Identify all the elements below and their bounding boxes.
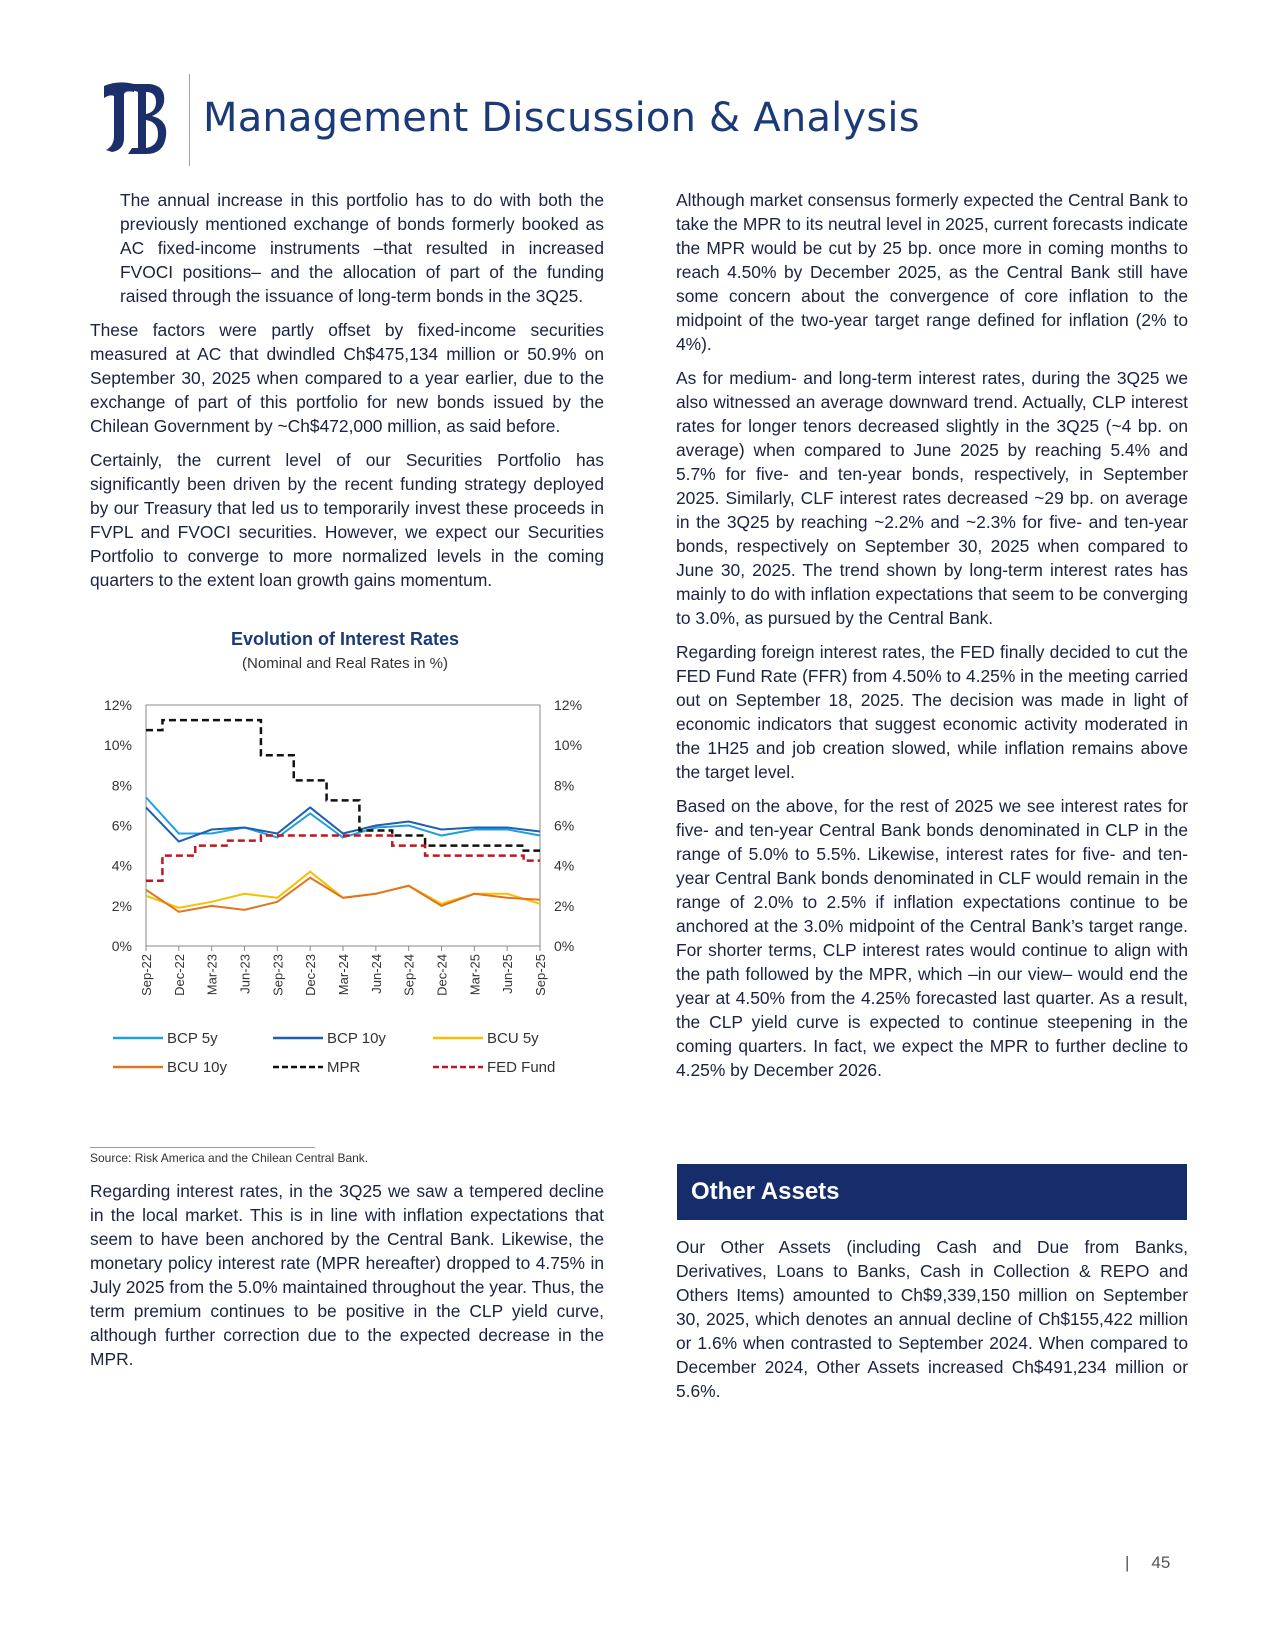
- legend-label: FED Fund: [487, 1059, 556, 1076]
- y-tick-label-left: 2%: [111, 897, 132, 914]
- y-tick-label-left: 0%: [111, 938, 132, 954]
- header-divider: [189, 74, 190, 166]
- legend-label: BCU 5y: [487, 1030, 539, 1047]
- legend-label: BCP 5y: [167, 1030, 218, 1047]
- legend-label: MPR: [327, 1059, 361, 1076]
- y-tick-label-left: 12%: [103, 697, 132, 713]
- page-number: [1125, 1553, 1170, 1573]
- page-number-value: 45: [1151, 1553, 1171, 1572]
- y-tick-label-right: 8%: [554, 777, 575, 794]
- x-tick-label: Dec-22: [171, 954, 187, 996]
- x-tick-label: Jun-23: [237, 954, 253, 994]
- paragraph: The annual increase in this portfolio has to do with both the previously mentioned exchange of bonds formerly booked as AC fixed-income instruments –that resulted in increased FVOCI positions– and the allocation of part of the funding raised through the issuance of long-term bonds in the 3Q25.: [120, 190, 604, 306]
- chart-subtitle: (Nominal and Real Rates in %): [242, 655, 448, 672]
- legend-label: BCU 10y: [167, 1059, 228, 1076]
- paragraph: Based on the above, for the rest of 2025 we see interest rates for five- and ten-year Central Bank bonds denominated in CLP in the range of 5.0% to 5.5%. Likewise, interest rates for five- and ten-year Central Bank bonds denominated in CLF would remain in the range of 2.0% to 2.5% if inflation expectations continue to be anchored at the 3.0% midpoint of the Central Bank’s target range. For shorter terms, CLP interest rates would continue to align with the path followed by the MPR, which –in our view– would end the year at 4.50% from the 4.25% forecasted last quarter. As a result, the CLP yield curve is expected to continue steepening in the coming quarters. In fact, we expect the MPR to further decline to 4.25% by December 2026.: [676, 796, 1188, 1080]
- series-line-bcu-5y: [146, 872, 540, 908]
- y-tick-label-right: 0%: [554, 938, 575, 954]
- x-tick-label: Mar-25: [467, 954, 483, 996]
- x-tick-label: Sep-25: [533, 954, 548, 996]
- x-tick-label: Mar-23: [204, 954, 220, 996]
- y-tick-label-left: 8%: [111, 777, 132, 794]
- x-tick-label: Sep-22: [139, 954, 154, 996]
- x-tick-label: Sep-23: [270, 954, 286, 996]
- left-column-bottom: [90, 1179, 604, 1381]
- bank-monogram-logo: [98, 78, 170, 158]
- y-tick-label-right: 10%: [554, 737, 583, 754]
- paragraph: Our Other Assets (including Cash and Due from Banks, Derivatives, Loans to Banks, Cash in Collection & REPO and Others Items) amounted to Ch$9,339,150 million on September 30, 2025, which denotes an annual decline of Ch$155,422 million or 1.6% when contrasted to September 2024. When compared to December 2024, Other Assets increased Ch$491,234 million or 5.6%.: [676, 1237, 1188, 1401]
- page-title: Management Discussion & Analysis: [203, 95, 920, 141]
- paragraph: As for medium- and long-term interest rates, during the 3Q25 we also witnessed an average downward trend. Actually, CLP interest rates for longer tenors decreased slightly in the 3Q25 (~4 bp. on average) when compared to June 2025 by reaching 5.4% and 5.7% for five- and ten-year bonds, respectively, in September 2025. Similarly, CLF interest rates decreased ~29 bp. on average in the 3Q25 by reaching ~2.2% and ~2.3% for five- and ten-year bonds, respectively on September 30, 2025 when compared to June 30, 2025. The trend shown by long-term interest rates has mainly to do with inflation expectations that seem to be converging to 3.0%, as pursued by the Central Bank.: [676, 368, 1188, 628]
- y-tick-label-right: 2%: [554, 897, 575, 914]
- y-tick-label-right: 6%: [554, 817, 575, 834]
- paragraph: These factors were partly offset by fixed-income securities measured at AC that dwindled Ch$475,134 million or 50.9% on September 30, 2025 when compared to a year earlier, due to the exchange of part of this portfolio for new bonds issued by the Chilean Government by ~Ch$472,000 million, as said before.: [90, 320, 604, 436]
- x-tick-label: Jun-24: [368, 954, 384, 994]
- series-line-bcu-10y: [146, 878, 540, 912]
- page-separator: |: [1125, 1553, 1130, 1572]
- paragraph: Although market consensus formerly expected the Central Bank to take the MPR to its neutral level in 2025, current forecasts indicate the MPR would be cut by 25 bp. once more in coming months to reach 4.50% by December 2025, as the Central Bank still have some concern about the convergence of core inflation to the midpoint of the two-year target range defined for inflation (2% to 4%).: [676, 190, 1188, 354]
- x-tick-label: Sep-24: [401, 954, 417, 996]
- chart-title: Evolution of Interest Rates: [230, 629, 460, 649]
- left-column-top: [90, 188, 604, 602]
- right-column: [676, 188, 1188, 1092]
- section-header-other-assets: Other Assets: [677, 1164, 1187, 1220]
- interest-rates-chart: [88, 690, 598, 1140]
- y-tick-label-right: 12%: [554, 697, 583, 713]
- y-tick-label-left: 10%: [103, 737, 132, 754]
- chart-source: Source: Risk America and the Chilean Central Bank.: [90, 1147, 315, 1165]
- legend-label: BCP 10y: [327, 1030, 386, 1047]
- paragraph: Certainly, the current level of our Securities Portfolio has significantly been driven by the recent funding strategy deployed by our Treasury that led us to temporarily invest these proceeds in FVPL and FVOCI securities. However, we expect our Securities Portfolio to converge to more normalized levels in the coming quarters to the extent loan growth gains momentum.: [90, 450, 604, 590]
- plot-area: [146, 705, 540, 946]
- y-tick-label-left: 4%: [111, 857, 132, 874]
- other-assets-text: [676, 1235, 1188, 1413]
- x-tick-label: Jun-25: [500, 954, 516, 994]
- x-tick-label: Dec-23: [303, 954, 319, 996]
- y-tick-label-left: 6%: [111, 817, 132, 834]
- x-tick-label: Dec-24: [434, 954, 450, 996]
- y-tick-label-right: 4%: [554, 857, 575, 874]
- series-line-fed-fund: [146, 836, 540, 881]
- paragraph: Regarding foreign interest rates, the FED finally decided to cut the FED Fund Rate (FFR) from 4.50% to 4.25% in the meeting carried out on September 18, 2025. The decision was made in light of economic indicators that suggest economic activity moderated in the 1H25 and job creation slowed, while inflation remains above the target level.: [676, 642, 1188, 782]
- paragraph: Regarding interest rates, in the 3Q25 we saw a tempered decline in the local market. This is in line with inflation expectations that seem to have been anchored by the Central Bank. Likewise, the monetary policy interest rate (MPR hereafter) dropped to 4.75% in July 2025 from the 5.0% maintained throughout the year. Thus, the term premium continues to be positive in the CLP yield curve, although further correction due to the expected decrease in the MPR.: [90, 1181, 604, 1369]
- x-tick-label: Mar-24: [336, 954, 351, 996]
